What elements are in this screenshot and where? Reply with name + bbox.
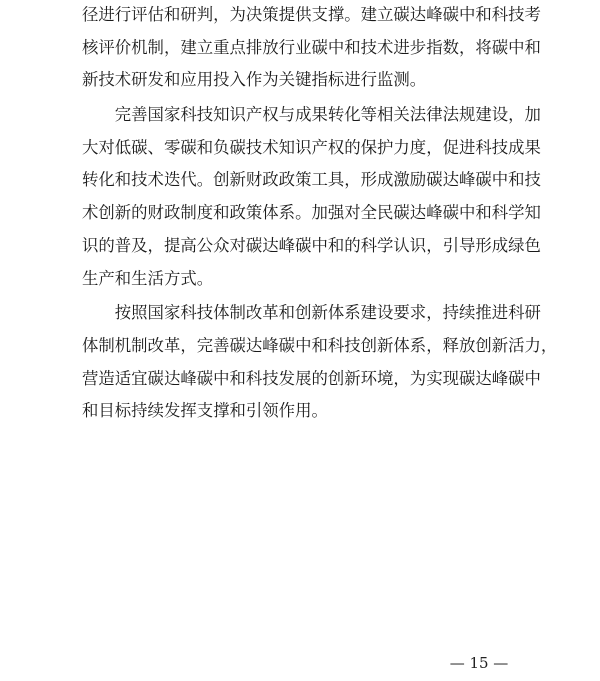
text-line: 按照国家科技体制改革和创新体系建设要求，持续推进科研 (82, 303, 541, 323)
text-line: 生产和生活方式。 (82, 268, 214, 288)
text-line: 新技术研发和应用投入作为关键指标进行监测。 (82, 70, 427, 90)
text-line: 核评价机制，建立重点排放行业碳中和技术进步指数，将碳中和 (82, 37, 541, 57)
page-number: — 15 — (449, 654, 509, 672)
text-line: 完善国家科技知识产权与成果转化等相关法律法规建设，加 (82, 105, 541, 125)
text-line: 识的普及，提高公众对碳达峰碳中和的科学认识，引导形成绿色 (82, 235, 541, 255)
text-line: 术创新的财政制度和政策体系。加强对全民碳达峰碳中和科学知 (82, 203, 541, 223)
paragraph-1 (82, 1, 541, 95)
text-line: 营造适宜碳达峰碳中和科技发展的创新环境，为实现碳达峰碳中 (82, 368, 541, 388)
paragraph-3 (82, 299, 558, 426)
text-line: 体制机制改革，完善碳达峰碳中和科技创新体系，释放创新活力， (82, 335, 558, 355)
text-line: 大对低碳、零碳和负碳技术知识产权的保护力度，促进科技成果 (82, 137, 541, 157)
paragraph-2 (82, 101, 541, 293)
body-text (82, 0, 558, 426)
text-line: 和目标持续发挥支撑和引领作用。 (82, 401, 328, 421)
text-line: 转化和技术迭代。创新财政政策工具，形成激励碳达峰碳中和技 (82, 170, 541, 190)
text-line: 径进行评估和研判，为决策提供支撑。建立碳达峰碳中和科技考 (82, 5, 541, 24)
